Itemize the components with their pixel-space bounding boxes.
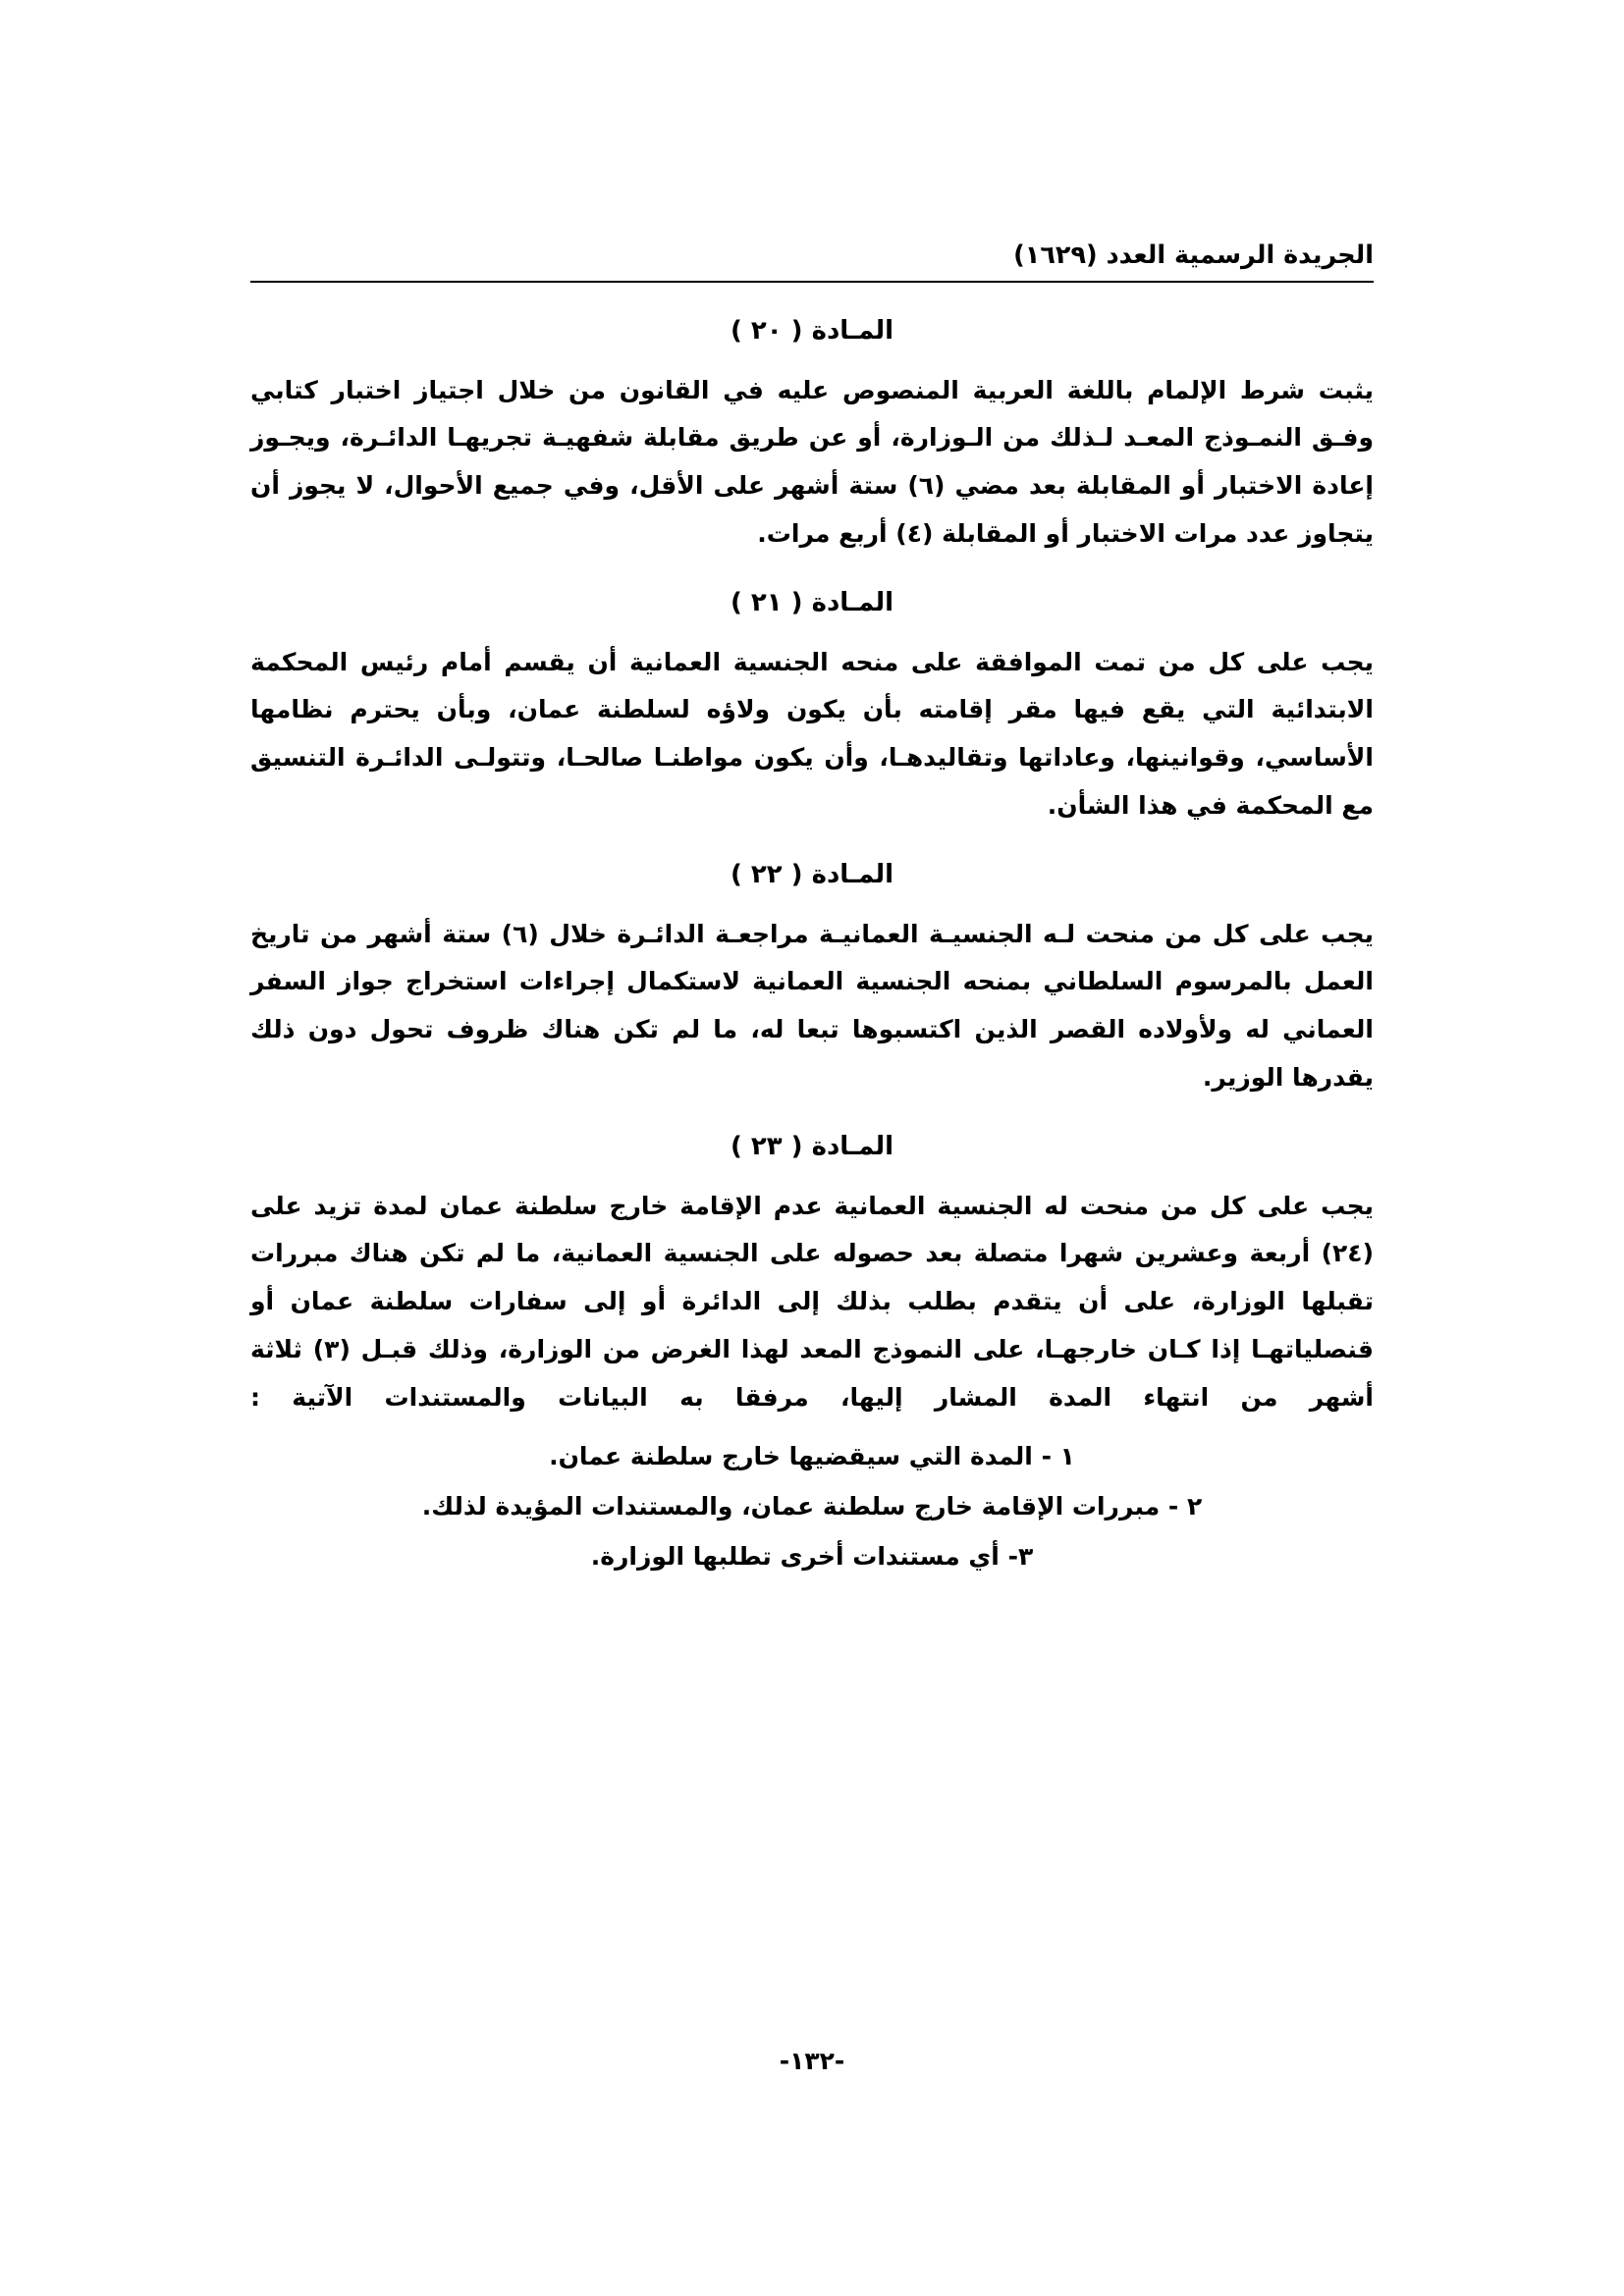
page-header [250,240,1374,283]
article-paragraph: يجب على كل من تمت الموافقة على منحه الجنسية العمانية أن يقسم أمام رئيس المحكمة الابتدائية التي يقع فيها مقر إقامته بأن يكون ولاؤه لسلطنة عمان، وبأن يحترم نظامها الأساسي، وقوانينها، وعاداتها وتقاليدهـا، وأن يكون مواطنـا صالحـا، وتتولـى الدائـرة التنسيق مع المحكمة في هذا الشأن. [250,647,1374,820]
page-content [250,240,1374,1583]
article-heading: المـادة ( ٢٠ ) [730,315,894,346]
article-heading: المـادة ( ٢١ ) [730,587,894,617]
article-section [250,1132,1374,1581]
list-item: ٢ - مبررات الإقامة خارج سلطنة عمان، والمستندات المؤيدة لذلك. [421,1492,1203,1522]
article-paragraph: يثبت شرط الإلمام باللغة العربية المنصوص عليه في القانون من خلال اجتياز اختبار كتابي وفـق النمـوذج المعـد لـذلك من الـوزارة، أو عن طريق مقابلة شفهيـة تجريهـا الدائـرة، ويجـوز إعادة الاختبار أو المقابلة بعد مضي (٦) ستة أشهر على الأقل، وفي جميع الأحوال، لا يجوز أن يتجاوز عدد مرات الاختبار أو المقابلة (٤) أربع مرات. [250,375,1374,548]
article-section [250,316,1374,559]
page-number: -١٣٢- [779,2047,845,2075]
gazette-header-title: الجريدة الرسمية العدد (١٦٢٩) [1013,240,1374,270]
article-heading: المـادة ( ٢٣ ) [730,1131,894,1161]
article-paragraph: يجب على كل من منحت لـه الجنسيـة العمانيـة مراجعـة الدائـرة خلال (٦) ستة أشهر من تاريخ العمل بالمرسوم السلطاني بمنحه الجنسية العمانية لاستكمال إجراءات استخراج جواز السفر العماني له ولأولاده القصر الذين اكتسبوها تبعا له، ما لم تكن هناك ظروف تحول دون ذلك يقدرها الوزير. [250,919,1375,1092]
article-section [250,588,1374,830]
list-item: ٣- أي مستندات أخرى تطلبها الوزارة. [590,1541,1034,1571]
list-item: ١ - المدة التي سيقضيها خارج سلطنة عمان. [549,1442,1075,1471]
article-list [250,1433,1374,1580]
article-heading: المـادة ( ٢٢ ) [730,859,894,889]
article-section [250,860,1374,1102]
article-paragraph: يجب على كل من منحت له الجنسية العمانية عدم الإقامة خارج سلطنة عمان لمدة تزيد على (٢٤) أربعة وعشرين شهرا متصلة بعد حصوله على الجنسية العمانية، ما لم تكن هناك مبررات تقبلها الوزارة، على أن يتقدم بطلب بذلك إلى الدائرة أو إلى سفارات سلطنة عمان أو قنصلياتهـا إذا كـان خارجهـا، على النموذج المعد لهذا الغرض من الوزارة، وذلك قبـل (٣) ثلاثة أشهر من انتهاء المدة المشار إليها، مرفقا به البيانات والمستندات الآتية : [250,1191,1374,1412]
